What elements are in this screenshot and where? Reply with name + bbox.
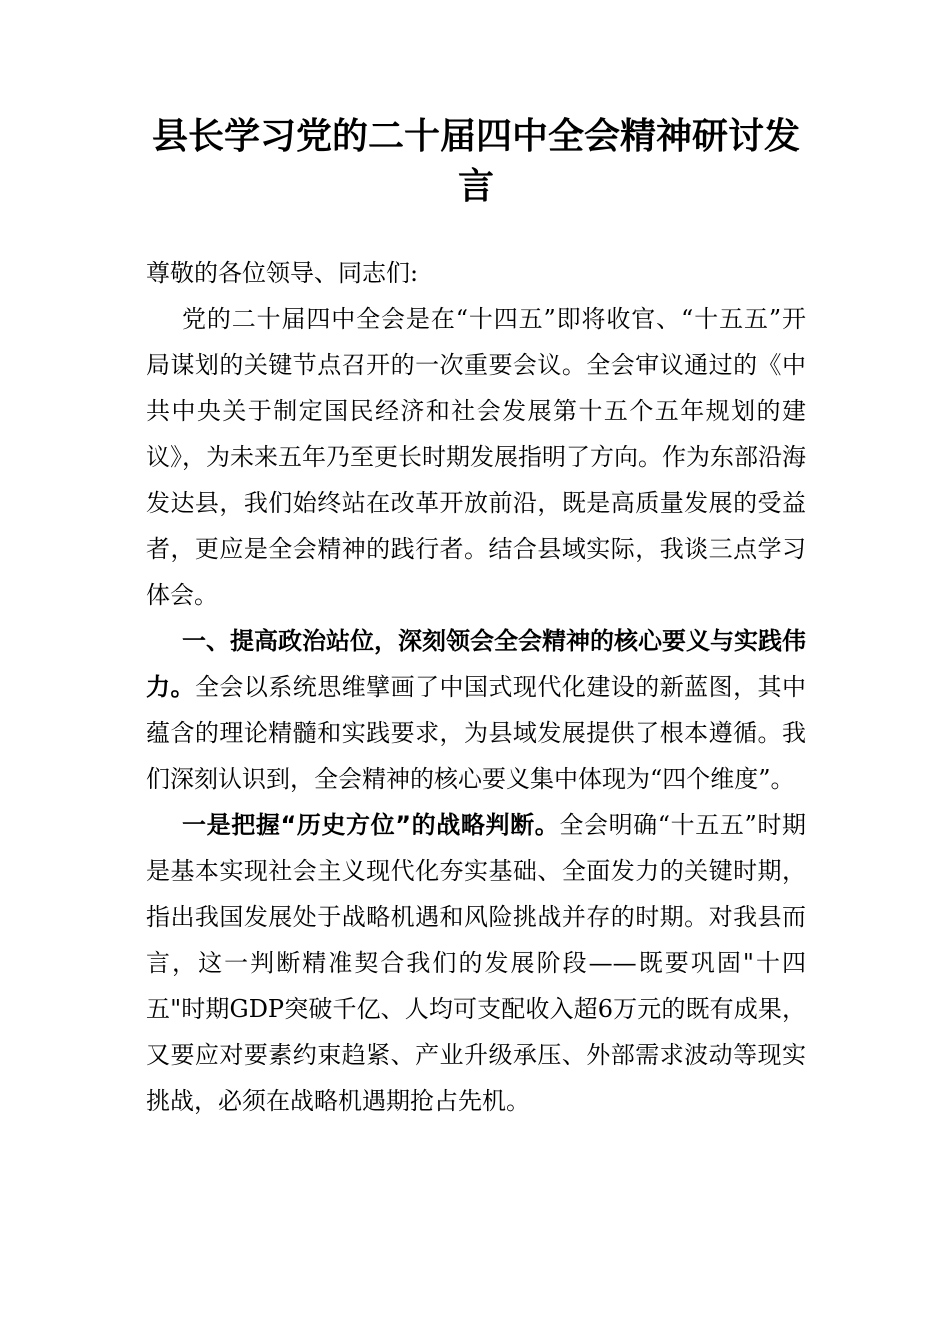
- document-body: [146, 250, 806, 1124]
- salutation: 尊敬的各位领导、同志们:: [146, 259, 419, 287]
- paragraph-intro: 党的二十届四中全会是在“十四五”即将收官、“十五五”开局谋划的关键节点召开的一次重要会议。全会审议通过的《中共中央关于制定国民经济和社会发展第十五个五年规划的建议》，为未来五年乃至更长时期发展指明了方向。作为东部沿海发达县，我们始终站在改革开放前沿，既是高质量发展的受益者，更应是全会精神的践行者。结合县域实际，我谈三点学习体会。: [146, 305, 806, 609]
- title-line-2: 言: [457, 166, 494, 207]
- title-line-1: 县长学习党的二十届四中全会精神研讨发: [151, 116, 800, 157]
- paragraph-point-one: [146, 802, 806, 1124]
- paragraph-section-one: [146, 618, 806, 802]
- document-page: [146, 112, 806, 1124]
- section-one-heading: 一、提高政治站位，深刻领会全会精神的核心要义与实践伟力。: [146, 627, 806, 701]
- point-one-heading: 一是把握“历史方位”的战略判断。: [182, 811, 560, 839]
- document-title: [136, 112, 816, 212]
- point-one-body: 全会明确“十五五”时期是基本实现社会主义现代化夯实基础、全面发力的关键时期，指出我国发展处于战略机遇和风险挑战并存的时期。对我县而言，这一判断精准契合我们的发展阶段——既要巩固"十四五"时期GDP突破千亿、人均可支配收入超6万元的既有成果，又要应对要素约束趋紧、产业升级承压、外部需求波动等现实挑战，必须在战略机遇期抢占先机。: [146, 811, 807, 1115]
- section-one-body: 全会以系统思维擘画了中国式现代化建设的新蓝图，其中蕴含的理论精髓和实践要求，为县域发展提供了根本遵循。我们深刻认识到，全会精神的核心要义集中体现为“四个维度”。: [146, 673, 807, 793]
